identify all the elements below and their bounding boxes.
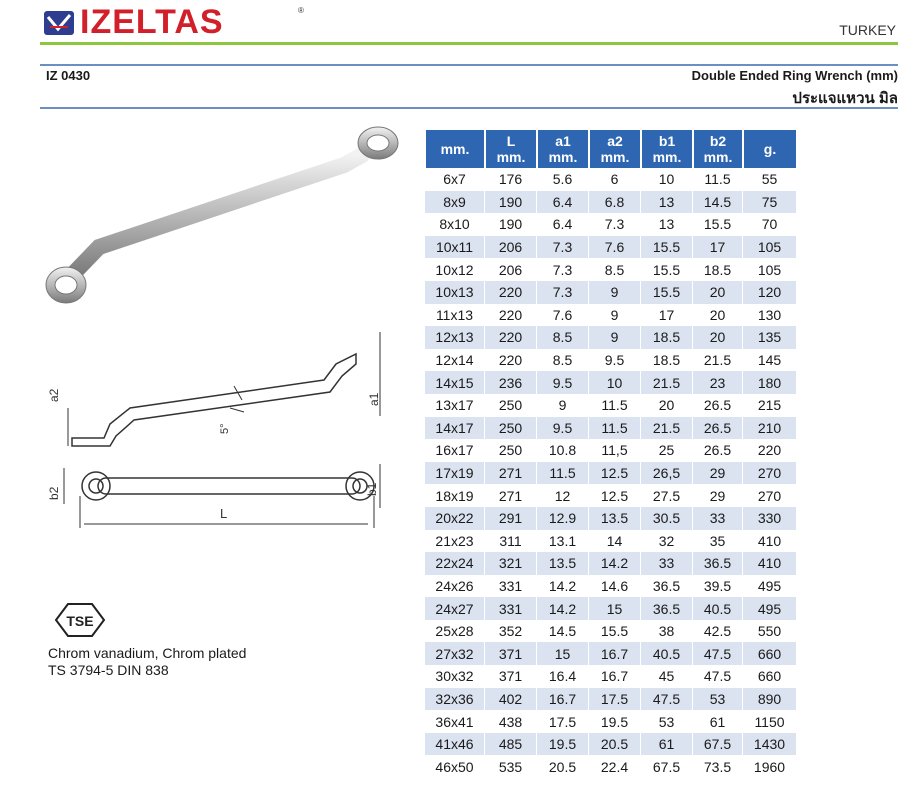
table-cell: 8.5 [537,326,588,349]
table-row [425,665,796,688]
table-cell: 7.3 [604,216,625,233]
table-row [425,552,796,575]
table-cell: 7.6 [552,306,573,323]
table-cell: 61 [641,733,692,756]
column-header [425,130,484,168]
table-cell: 11.5 [537,462,588,485]
table-cell: 15.5 [600,623,629,640]
table-cell: 176 [498,171,523,188]
column-header [693,130,742,168]
table-cell: 55 [761,171,778,188]
table-cell: 5.6 [552,171,573,188]
column-header [589,130,640,168]
table-cell: 220 [498,306,523,323]
table-cell: 11.5 [589,417,640,440]
table-row [425,507,796,530]
table-cell: 10 [589,371,640,394]
table-cell: 1960 [753,758,786,775]
table-cell: 12.5 [589,462,640,485]
table-cell: 20x22 [425,507,484,530]
table-cell: 23 [693,371,742,394]
table-cell: 11.5 [601,397,628,414]
table-cell: 39.5 [703,577,732,594]
table-cell: 26.5 [693,417,742,440]
table-row [425,733,796,756]
table-cell: 18x19 [435,487,474,504]
table-cell: 250 [498,442,523,459]
angle-label: 5° [219,423,231,434]
table-row [425,326,796,349]
table-cell: 180 [743,371,796,394]
table-row [425,281,796,304]
table-cell: 14.5 [548,623,577,640]
table-cell: 8x9 [425,191,484,214]
table-cell: 12.5 [600,487,629,504]
table-row [425,755,796,778]
table-cell: 495 [743,597,796,620]
table-cell: 220 [757,442,782,459]
column-header-line2: mm. [600,149,630,165]
table-cell: 18.5 [641,326,692,349]
table-cell: 8x10 [439,216,470,233]
column-header-line2: mm. [652,149,682,165]
table-cell: 67.5 [652,758,681,775]
table-cell: 410 [757,532,782,549]
table-cell: 6x7 [443,171,466,188]
table-cell: 13 [658,216,675,233]
table-cell: 660 [743,642,796,665]
table-cell: 11,5 [601,442,628,459]
dimension-a1-label: a1 [367,392,381,406]
table-row [425,394,796,417]
table-cell: 7.3 [552,261,573,278]
table-cell: 18.5 [703,261,732,278]
header-divider [40,42,898,45]
table-cell: 1430 [743,733,796,756]
table-row [425,642,796,665]
table-cell: 14.2 [589,552,640,575]
table-header-row [425,130,796,168]
product-code: IZ 0430 [46,68,91,83]
table-cell: 321 [485,552,536,575]
table-cell: 20.5 [589,733,640,756]
table-cell: 41x46 [425,733,484,756]
table-cell: 220 [485,281,536,304]
dimension-length-label: L [220,506,228,521]
table-cell: 19.5 [600,713,629,730]
table-row [425,191,796,214]
table-cell: 271 [485,462,536,485]
column-header-line1: a2 [607,133,623,149]
table-cell: 67.5 [693,733,742,756]
table-row [425,417,796,440]
table-cell: 14.2 [548,577,577,594]
table-cell: 32x36 [425,688,484,711]
table-row [425,462,796,485]
table-cell: 7.6 [589,236,640,259]
table-cell: 53 [658,713,675,730]
column-header-line1: b2 [709,133,727,149]
table-cell: 15.5 [703,216,732,233]
table-cell: 30x32 [435,668,474,685]
table-cell: 73.5 [703,758,732,775]
table-cell: 29 [709,487,726,504]
table-cell: 8.5 [552,352,573,369]
table-cell: 220 [498,352,523,369]
table-cell: 15 [537,642,588,665]
table-cell: 10x12 [435,261,474,278]
table-cell: 25 [658,442,675,459]
table-cell: 331 [498,577,523,594]
table-cell: 10x11 [425,236,484,259]
table-cell: 6.4 [552,216,573,233]
table-cell: 47.5 [641,688,692,711]
table-cell: 14.5 [693,191,742,214]
table-cell: 890 [743,688,796,711]
registered-mark: ® [298,6,304,15]
table-cell: 660 [757,668,782,685]
dimension-a2-label: a2 [47,388,61,402]
table-cell: 17.5 [548,713,577,730]
table-cell: 16.7 [537,688,588,711]
table-cell: 14x17 [425,417,484,440]
table-row [425,168,796,191]
table-cell: 215 [757,397,782,414]
table-cell: 7.3 [537,236,588,259]
table-cell: 190 [498,216,523,233]
table-cell: 21.5 [641,417,692,440]
table-cell: 20.5 [548,758,577,775]
table-cell: 45 [658,668,675,685]
table-cell: 61 [709,713,726,730]
table-cell: 485 [485,733,536,756]
table-cell: 42.5 [703,623,732,640]
table-cell: 26.5 [703,397,732,414]
table-cell: 35 [709,532,726,549]
brand-logo-icon [44,11,74,35]
table-cell: 16x17 [435,442,474,459]
table-row [425,371,796,394]
standard-text: TS 3794-5 DIN 838 [48,662,169,678]
table-cell: 6.8 [589,191,640,214]
table-cell: 10x13 [425,281,484,304]
dimension-b2-label: b2 [47,486,61,500]
table-cell: 40.5 [693,597,742,620]
table-row [425,213,796,236]
table-cell: 25x28 [435,623,474,640]
table-cell: 27x32 [425,642,484,665]
column-header-line2: mm. [548,149,578,165]
table-row [425,258,796,281]
table-cell: 30.5 [641,507,692,530]
table-row [425,688,796,711]
table-cell: 17 [658,306,675,323]
table-cell: 9 [589,281,640,304]
wrench-technical-drawing [44,328,394,538]
table-cell: 24x26 [435,577,474,594]
table-row [425,484,796,507]
table-row [425,304,796,327]
product-header [40,64,898,108]
table-cell: 1150 [754,713,785,730]
table-cell: 21x23 [435,532,474,549]
table-cell: 206 [485,236,536,259]
table-cell: 535 [498,758,523,775]
table-cell: 8.5 [604,261,625,278]
table-cell: 21.5 [703,352,732,369]
table-cell: 120 [743,281,796,304]
table-cell: 9.5 [604,352,625,369]
table-cell: 438 [498,713,523,730]
table-cell: 495 [757,577,782,594]
table-cell: 9 [558,397,567,414]
table-cell: 33 [641,552,692,575]
table-cell: 26.5 [703,442,732,459]
table-cell: 15.5 [652,261,681,278]
table-cell: 7.3 [537,281,588,304]
tse-logo-text: TSE [66,613,94,629]
table-cell: 17 [693,236,742,259]
table-cell: 270 [743,462,796,485]
table-cell: 206 [498,261,523,278]
table-cell: 32 [658,532,675,549]
table-cell: 36.5 [641,597,692,620]
dimension-b1-label: b1 [365,482,379,496]
table-cell: 15.5 [641,281,692,304]
table-cell: 20 [709,306,726,323]
table-cell: 402 [485,688,536,711]
table-cell: 75 [743,191,796,214]
table-cell: 16.7 [589,642,640,665]
table-row [425,620,796,643]
table-cell: 352 [498,623,523,640]
table-cell: 15 [589,597,640,620]
column-header-line1: a1 [555,133,571,149]
table-cell: 271 [498,487,523,504]
tse-certification-logo [50,600,110,640]
table-cell: 9.5 [537,417,588,440]
table-cell: 17x19 [425,462,484,485]
brand-name: IZELTAS [80,3,224,41]
table-cell: 21.5 [641,371,692,394]
table-cell: 291 [485,507,536,530]
table-cell: 33 [693,507,742,530]
table-cell: 14.6 [600,577,629,594]
table-cell: 15.5 [641,236,692,259]
column-header-line2: mm. [703,149,733,165]
table-cell: 19.5 [537,733,588,756]
table-cell: 22.4 [600,758,629,775]
table-cell: 10 [658,171,675,188]
table-cell: 70 [761,216,778,233]
table-cell: 331 [485,597,536,620]
table-cell: 13 [641,191,692,214]
product-title-en: Double Ended Ring Wrench (mm) [691,68,898,83]
table-cell: 14.2 [537,597,588,620]
table-cell: 53 [693,688,742,711]
table-row [425,439,796,462]
table-cell: 10.8 [548,442,577,459]
table-cell: 12x13 [425,326,484,349]
material-info [48,645,246,679]
table-cell: 47.5 [693,642,742,665]
table-cell: 14x15 [425,371,484,394]
table-cell: 311 [499,532,522,549]
column-header-line1: b1 [658,133,676,149]
table-cell: 46x50 [435,758,474,775]
table-cell: 105 [743,236,796,259]
table-cell: 11x13 [435,306,474,323]
table-cell: 210 [743,417,796,440]
table-cell: 14 [606,532,623,549]
subheader-bottom-rule [40,107,898,109]
table-cell: 13.5 [537,552,588,575]
table-cell: 12 [554,487,571,504]
table-cell: 20 [693,281,742,304]
table-row [425,530,796,553]
table-row [425,597,796,620]
column-header-line1: mm. [440,141,470,157]
table-cell: 270 [757,487,782,504]
table-cell: 220 [485,326,536,349]
column-header [641,130,692,168]
table-cell: 47.5 [703,668,732,685]
table-cell: 16.7 [600,668,629,685]
column-header-line2: mm. [496,149,526,165]
table-cell: 36x41 [435,713,474,730]
table-cell: 13x17 [435,397,474,414]
table-cell: 9.5 [537,371,588,394]
table-cell: 330 [743,507,796,530]
spec-table [424,130,797,778]
table-cell: 22x24 [425,552,484,575]
table-cell: 20 [658,397,675,414]
table-cell: 18.5 [652,352,681,369]
table-cell: 36.5 [652,577,681,594]
table-cell: 145 [757,352,782,369]
table-cell: 130 [757,306,782,323]
country-label: TURKEY [839,22,896,38]
table-cell: 36.5 [693,552,742,575]
wrench-photo [44,125,404,310]
table-cell: 9 [589,326,640,349]
table-cell: 250 [498,397,523,414]
table-cell: 12.9 [537,507,588,530]
product-title-th: ประแจแหวน มิล [792,90,898,107]
table-cell: 29 [693,462,742,485]
table-cell: 135 [743,326,796,349]
table-cell: 40.5 [641,642,692,665]
table-cell: 236 [485,371,536,394]
column-header-line1: L [506,133,516,149]
table-cell: 38 [658,623,675,640]
subheader-top-rule [40,64,898,66]
column-header-line1: g. [763,141,777,157]
table-cell: 371 [485,642,536,665]
table-cell: 371 [498,668,523,685]
table-cell: 11.5 [704,171,731,188]
table-cell: 190 [485,191,536,214]
table-cell: 9 [610,306,619,323]
table-cell: 16.4 [548,668,577,685]
table-row [425,710,796,733]
table-row [425,575,796,598]
column-header [743,130,796,168]
table-cell: 12x14 [435,352,474,369]
table-cell: 410 [743,552,796,575]
table-cell: 105 [757,261,782,278]
page-header [0,0,924,60]
table-cell: 27.5 [652,487,681,504]
table-cell: 26,5 [641,462,692,485]
table-cell: 250 [485,417,536,440]
table-cell: 13.5 [589,507,640,530]
table-cell: 20 [693,326,742,349]
column-header [485,130,536,168]
table-cell: 13.1 [548,532,577,549]
table-cell: 6.4 [537,191,588,214]
table-row [425,349,796,372]
table-cell: 17.5 [589,688,640,711]
table-cell: 6 [610,171,619,188]
column-header [537,130,588,168]
table-row [425,236,796,259]
table-cell: 550 [757,623,782,640]
table-cell: 24x27 [425,597,484,620]
material-text: Chrom vanadium, Chrom plated [48,645,247,661]
